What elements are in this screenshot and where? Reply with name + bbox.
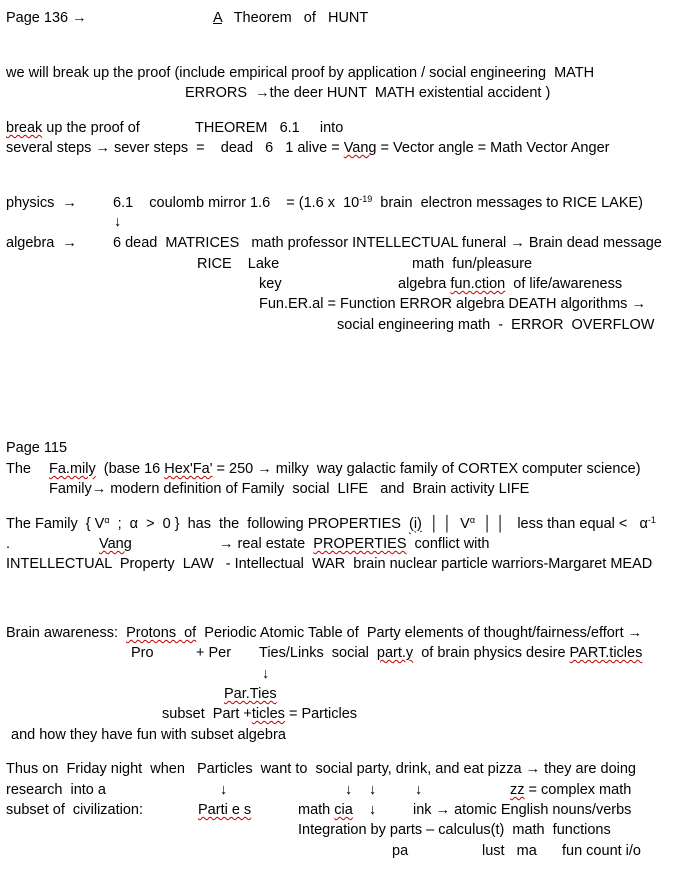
funeral-line: Fun.ER.al = Function ERROR algebra DEATH algorithms →	[259, 296, 646, 312]
vang-word-2: Vang	[99, 536, 132, 552]
page-136-label: Page 136 →	[6, 10, 87, 26]
fam3-sup2: α	[469, 515, 476, 525]
math-fun: math fun/pleasure	[412, 256, 533, 272]
alg-fun-c: of life/awareness	[505, 276, 623, 292]
parties-word: Parti e s	[198, 802, 252, 818]
subset-ticles: ticles	[251, 706, 285, 722]
fam3-b: ; α > 0 } has the following PROPERTIES	[109, 516, 409, 532]
physics-b: brain electron messages to RICE LAKE)	[372, 195, 644, 211]
physics-line	[113, 195, 643, 212]
key: key	[259, 276, 282, 292]
pro: Pro	[131, 645, 154, 661]
re-properties: PROPERTIES	[313, 536, 407, 552]
break-line	[6, 120, 140, 137]
brain-awareness-line	[6, 625, 642, 642]
complex-math	[510, 782, 631, 799]
theorem-into: THEOREM 6.1 into	[195, 120, 344, 136]
title	[213, 10, 368, 27]
fun-subset-line: and how they have fun with subset algebra	[11, 727, 286, 743]
family-b: (base 16	[95, 461, 165, 477]
subset-a: subset Part +	[162, 706, 252, 722]
fam3-sup1: α	[104, 515, 110, 525]
re-c: conflict with	[406, 536, 490, 552]
title-a: A	[213, 10, 222, 26]
rice-lake: RICE Lake	[197, 256, 280, 272]
down-arrow-3: ↓	[220, 782, 228, 798]
overflow-line: social engineering math - ERROR OVERFLOW	[337, 317, 655, 333]
ba-protons: Protons of	[126, 625, 197, 641]
complex-text: = complex math	[524, 782, 632, 798]
ba-a: Brain awareness:	[6, 625, 127, 641]
per-b: of brain physics desire	[413, 645, 570, 661]
subset-b: = Particles	[284, 706, 358, 722]
math-cia-a: math	[298, 802, 335, 818]
pa: pa	[392, 843, 409, 859]
subset-line	[162, 706, 357, 723]
subset-civ: subset of civilization:	[6, 802, 144, 818]
friday-line: Thus on Friday night when Particles want to social party, drink, and eat pizza → they are doing	[6, 761, 636, 777]
down-arrow-6: ↓	[415, 782, 423, 798]
fam3-i: (i)	[408, 516, 422, 532]
parties	[198, 802, 251, 819]
lust-ma: lust ma	[482, 843, 537, 859]
down-arrow-5: ↓	[369, 782, 377, 798]
dot: .	[6, 536, 11, 552]
physics-label: physics →	[6, 195, 77, 211]
down-arrow: ↓	[114, 214, 122, 230]
par-ties-word: Par.Ties	[224, 686, 277, 702]
par-ties	[224, 686, 277, 703]
steps-a: several steps → sever steps = dead 6 1 alive =	[6, 140, 344, 156]
vang-label	[99, 536, 132, 553]
integration-line: Integration by parts – calculus(t) math functions	[298, 822, 611, 838]
break-word: break	[6, 120, 43, 136]
re-a: → real estate	[219, 536, 314, 552]
alg-fun-b: fun.ction	[450, 276, 506, 292]
family-set-line	[6, 516, 656, 533]
down-arrow-4: ↓	[345, 782, 353, 798]
alg-fun-a: algebra	[398, 276, 451, 292]
break-rest: up the proof of	[42, 120, 140, 136]
algebra-function	[398, 276, 622, 293]
per-line	[196, 645, 642, 662]
fun-count: fun count i/o	[562, 843, 641, 859]
fam3-d: │ │ less than equal < α	[475, 516, 648, 532]
family-word: Fa.mily	[49, 461, 96, 477]
real-estate-line	[219, 536, 490, 553]
math-cia-b: cia	[334, 802, 353, 818]
vang-word: Vang	[343, 140, 377, 156]
family-line-2: Family→ modern definition of Family social LIFE and Brain activity LIFE	[49, 481, 530, 497]
physics-a: 6.1 coulomb mirror 1.6 = (1.6 x 10	[113, 195, 360, 211]
family-hex: Hex'Fa'	[164, 461, 213, 477]
family-line-1	[49, 461, 641, 478]
fam3-a: The Family { V	[6, 516, 105, 532]
per-particles: PART.ticles	[569, 645, 643, 661]
family-c: = 250 → milky way galactic family of CORTEX computer science)	[212, 461, 641, 477]
steps-line	[6, 140, 609, 157]
intro-line-2: ERRORS →the deer HUNT MATH existential accident )	[185, 85, 551, 101]
ba-b: Periodic Atomic Table of Party elements of thought/fairness/effort →	[196, 625, 643, 641]
per-a: + Per Ties/Links social	[196, 645, 377, 661]
fam3-sup3: -1	[647, 515, 656, 525]
page-115-label: Page 115	[6, 440, 68, 456]
math-cia	[298, 802, 353, 819]
the-word: The	[6, 461, 31, 477]
physics-exponent: -19	[359, 194, 373, 204]
fam3-c: │ │ V	[421, 516, 470, 532]
intro-line-1: we will break up the proof (include empirical proof by application / social engineering MATH	[6, 65, 595, 81]
down-arrow-7: ↓	[369, 802, 377, 818]
title-rest: Theorem of HUNT	[233, 10, 369, 26]
algebra-line: 6 dead MATRICES math professor INTELLECTUAL funeral → Brain dead message	[113, 235, 662, 251]
intellectual-line: INTELLECTUAL Property LAW - Intellectual WAR brain nuclear particle warriors-Margaret MEAD	[6, 556, 653, 572]
algebra-label: algebra →	[6, 235, 77, 251]
ink-line: ink → atomic English nouns/verbs	[413, 802, 632, 818]
research-line: research into a	[6, 782, 106, 798]
zz-word: zz	[510, 782, 525, 798]
steps-b: = Vector angle = Math Vector Anger	[376, 140, 610, 156]
per-party: part.y	[376, 645, 414, 661]
down-arrow-2: ↓	[262, 666, 270, 682]
